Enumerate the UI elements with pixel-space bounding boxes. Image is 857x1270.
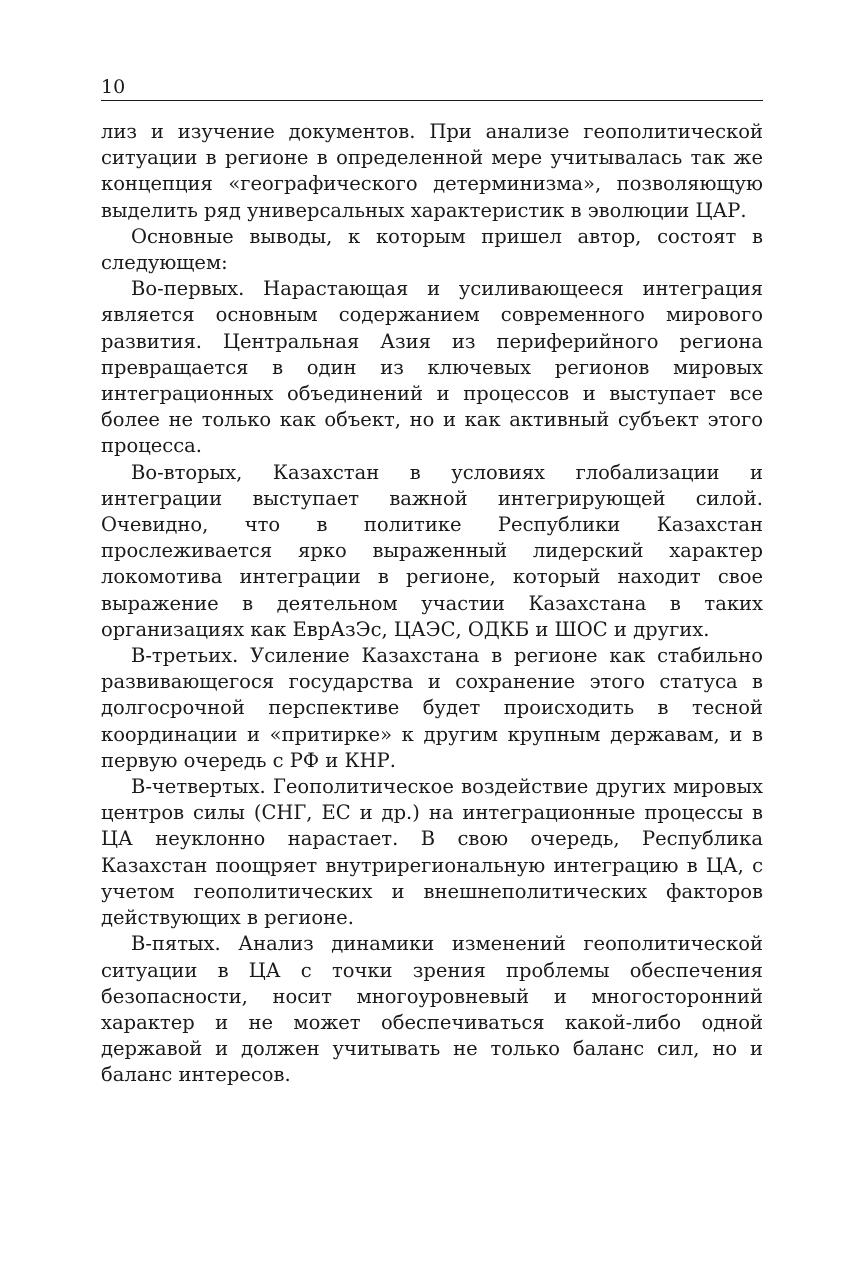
body-text bbox=[101, 119, 763, 1089]
paragraph-first: Во-первых. Нарастающая и усиливающееся интеграция является основным содержанием современного мирового развития. Центральная Азия из периферийного региона превращается в один из ключевых регионов мировых интеграционных объединений и процессов и выступает все более не только как объект, но и как активный субъект этого процесса. bbox=[101, 277, 763, 458]
paragraph-conclusions-intro: Основные выводы, к которым пришел автор, состоят в следующем: bbox=[101, 224, 763, 275]
paragraph-fourth: В-четвертых. Геополитическое воздействие других мировых центров силы (СНГ, ЕС и др.) на интеграционные процессы в ЦА неуклонно нарастает. В свою очередь, Республика Казахстан поощряет внутрирегиональную интеграцию в ЦА, с учетом геополитических и внешнеполитических факторов действующих в регионе. bbox=[101, 775, 763, 930]
paragraph-fifth: В-пятых. Анализ динамики изменений геополитической ситуации в ЦА с точки зрения проблемы обеспечения безопасности, носит многоуровневый и многосторонний характер и не может обеспечиваться какой-либо одной державой и должен учитывать не только баланс сил, но и баланс интересов. bbox=[101, 932, 763, 1087]
paragraph-second: Во-вторых, Казахстан в условиях глобализации и интеграции выступает важной интегрирующей силой. Очевидно, что в политике Республики Казахстан прослеживается ярко выраженный лидерский характер локомотива интеграции в регионе, который находит свое выражение в деятельном участии Казахстана в таких организациях как ЕврАзЭс, ЦАЭС, ОДКБ и ШОС и других. bbox=[101, 460, 763, 641]
paragraph-third: В-третьих. Усиление Казахстана в регионе как стабильно развивающегося государства и сохранение этого статуса в долгосрочной перспективе будет происходить в тесной координации и «притирке» к другим крупным державам, и в первую очередь с РФ и КНР. bbox=[101, 644, 763, 772]
page-number: 10 bbox=[101, 76, 126, 98]
page-header bbox=[101, 74, 763, 101]
paragraph-continuation: лиз и изучение документов. При анализе геополитической ситуации в регионе в определенной мере учитывалась так же концепция «географического детерминизма», позволяющую выделить ряд универсальных характеристик в эволюции ЦАР. bbox=[101, 120, 763, 222]
